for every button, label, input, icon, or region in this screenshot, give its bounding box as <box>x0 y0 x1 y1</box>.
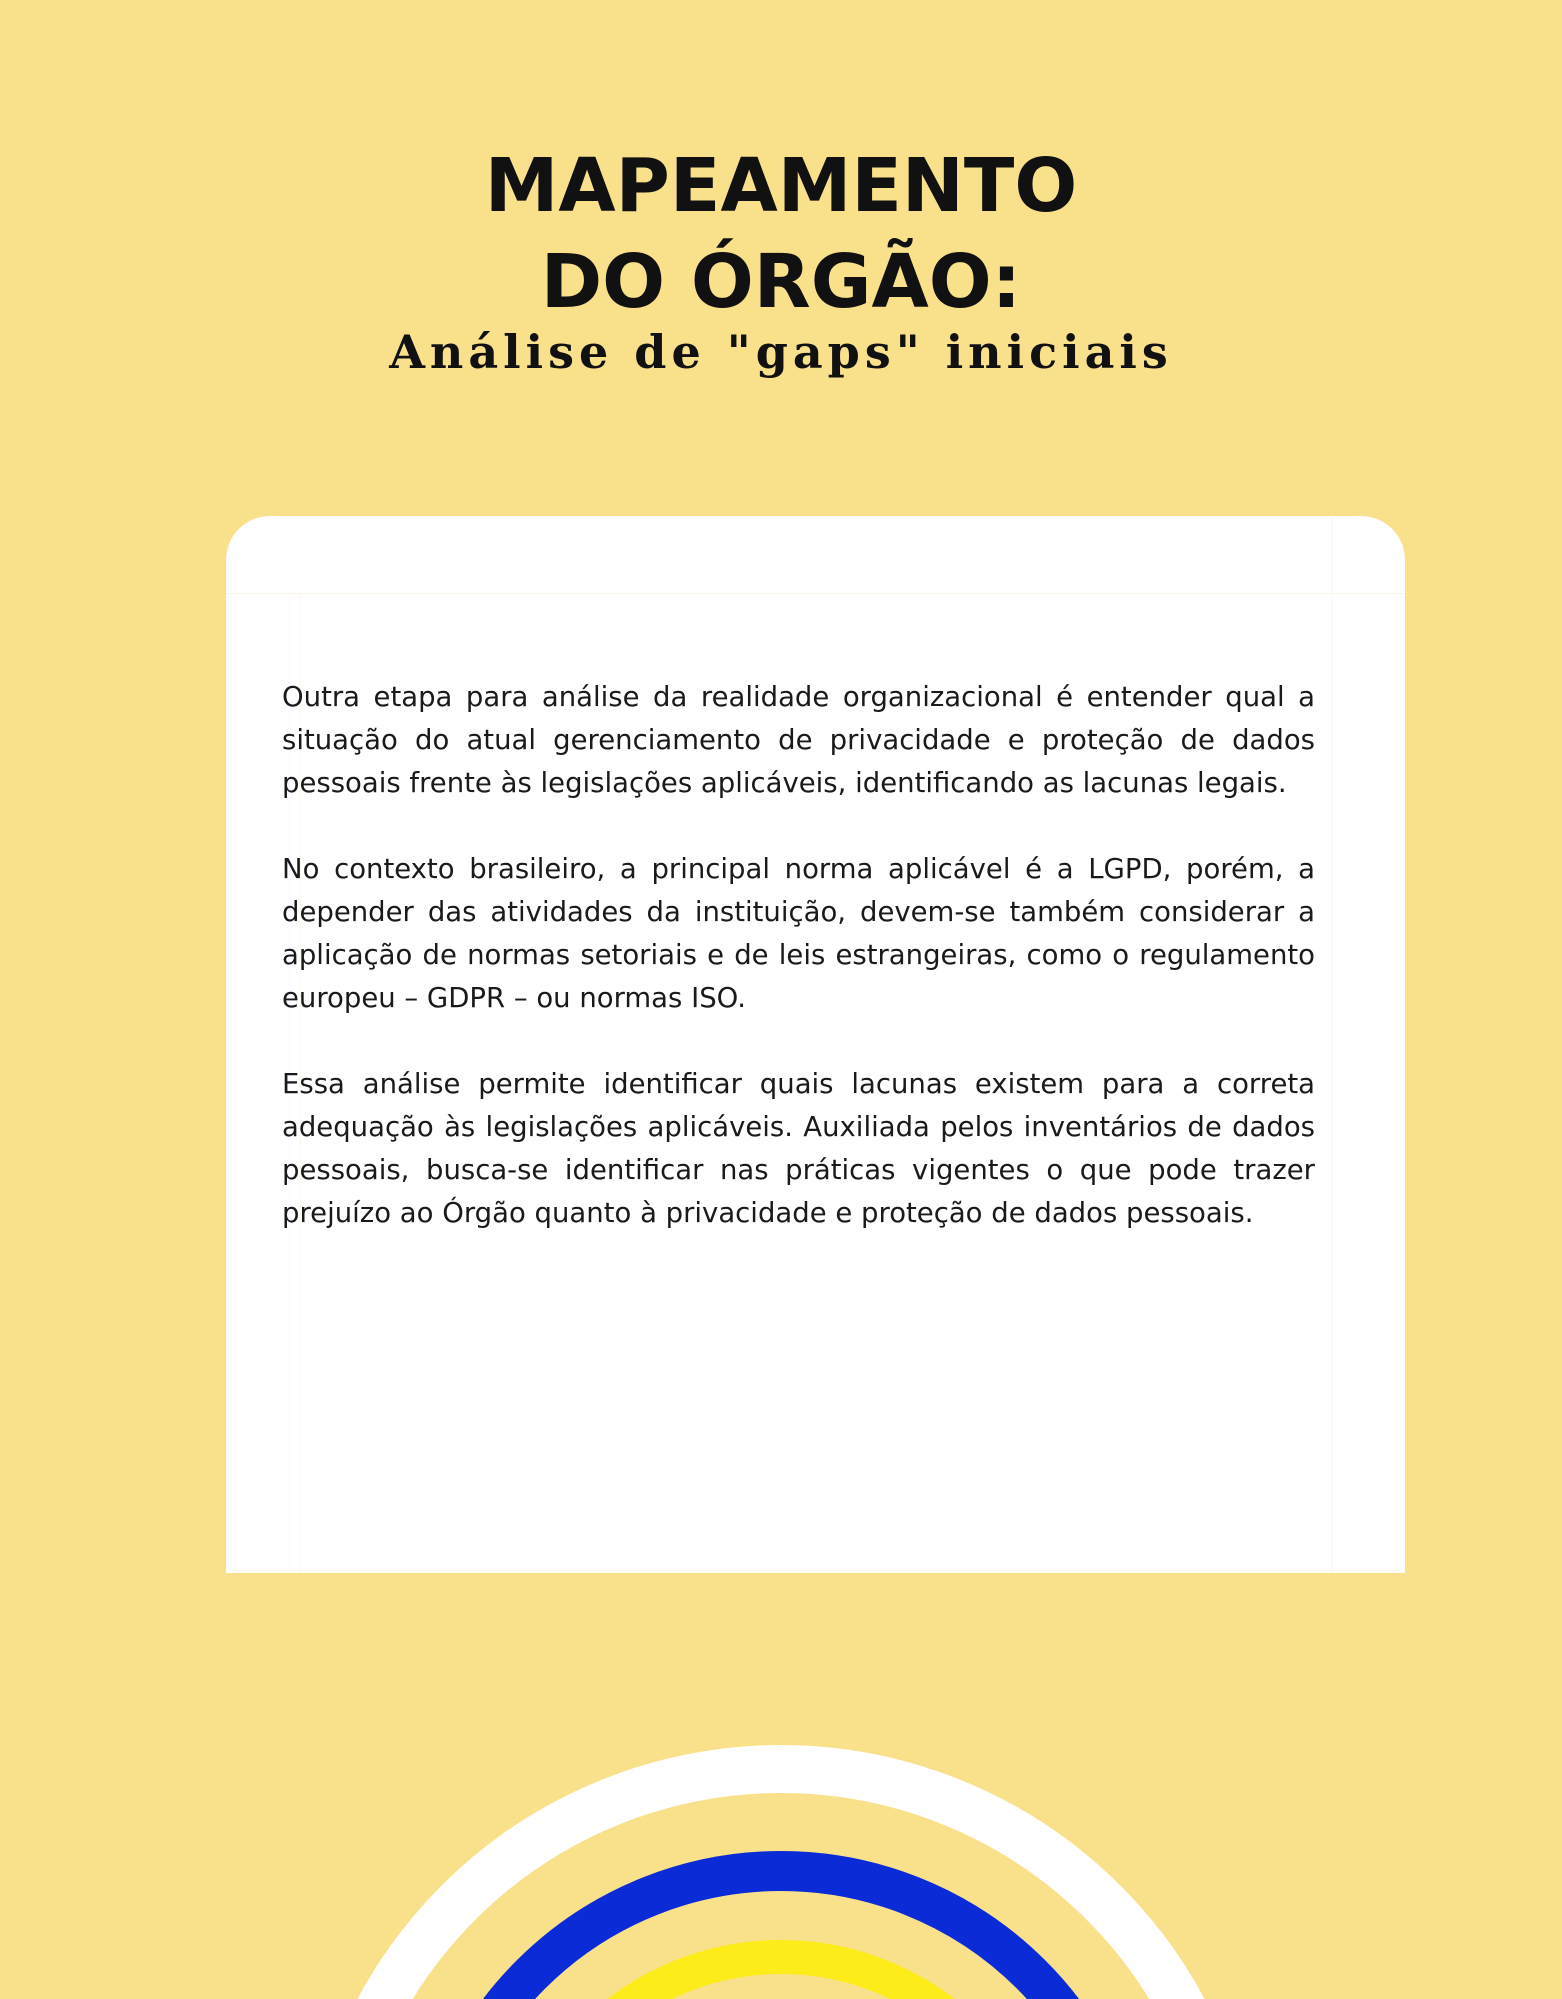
card-guide-line <box>1331 516 1332 1573</box>
page-title <box>0 138 1562 330</box>
paragraph-1: Outra etapa para análise da realidade organizacional é entender qual a situação do atual gerenciamento de privacidade e proteção de dados pessoais frente às legislações aplicáveis, identificando as lacunas legais. <box>282 681 1315 799</box>
inner-arc <box>513 1957 1049 1999</box>
rainbow-arcs-graphic <box>0 1740 1562 1999</box>
body-text <box>282 676 1315 1278</box>
page-subtitle: Análise de "gaps" iniciais <box>389 325 1173 379</box>
title-line-2: DO ÓRGÃO: <box>540 239 1022 325</box>
rainbow-arcs-icon <box>0 1740 1562 1999</box>
middle-arc <box>427 1871 1135 1999</box>
paragraph-3: Essa análise permite identificar quais lacunas existem para a correta adequação às legislações aplicáveis. Auxiliada pelos inventários de dados pessoais, busca-se identificar nas práticas vigentes o que pode trazer prejuízo ao Órgão quanto à privacidade e proteção de dados pessoais. <box>282 1068 1315 1229</box>
title-line-1: MAPEAMENTO <box>484 143 1078 229</box>
paragraph-2: No contexto brasileiro, a principal norma aplicável é a LGPD, porém, a depender das atividades da instituição, devem-se também considerar a aplicação de normas setoriais e de leis estrangeiras, como o regulamento europeu – GDPR – ou normas ISO. <box>282 853 1315 1014</box>
card-divider <box>226 593 1405 594</box>
